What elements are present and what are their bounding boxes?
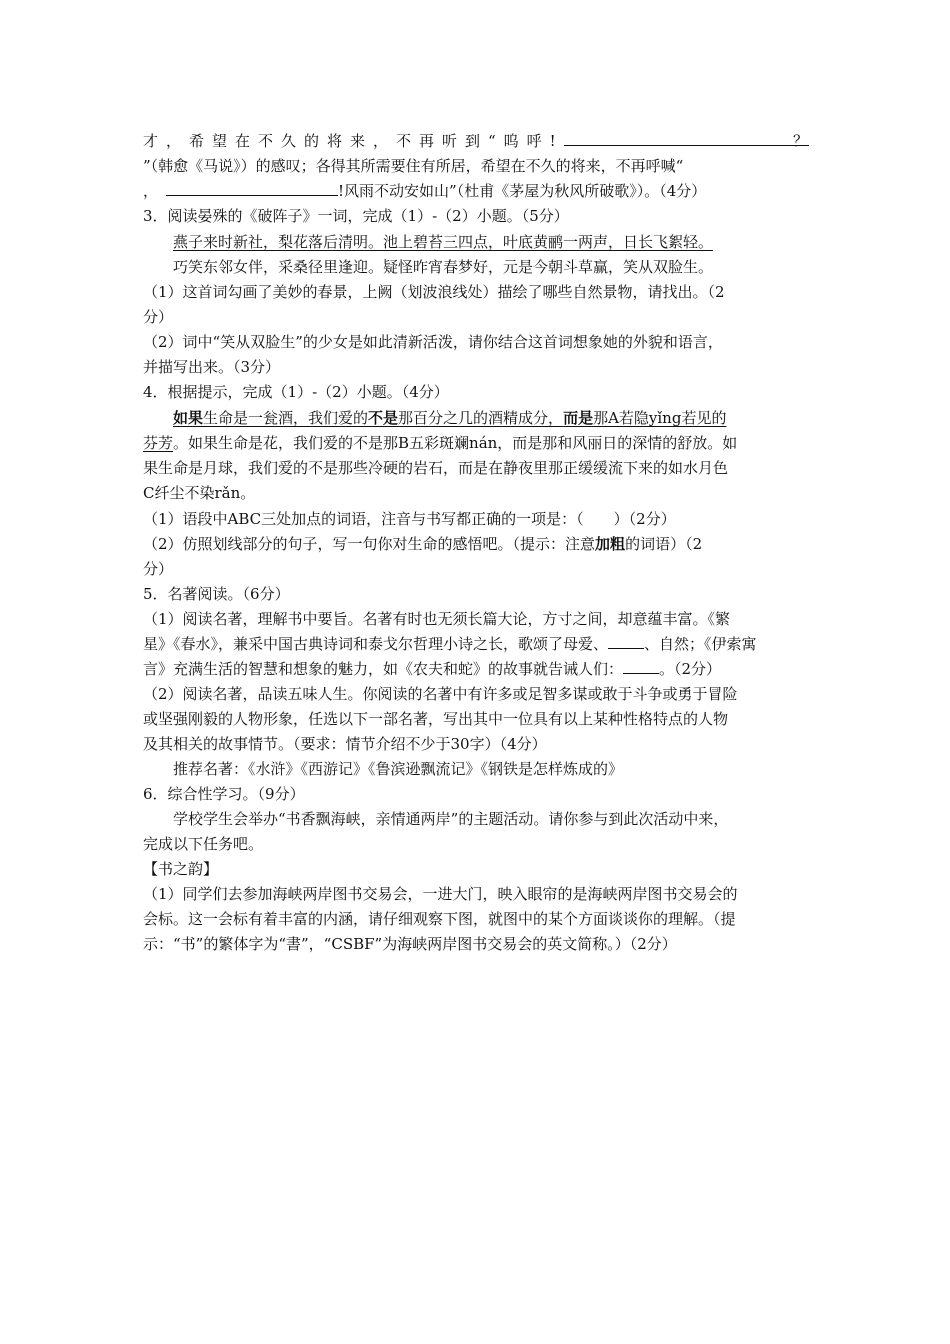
question-heading (143, 784, 808, 804)
text-line (143, 709, 808, 729)
text-line (143, 559, 808, 579)
line-text: ， (143, 182, 159, 200)
answer-blank[interactable] (623, 659, 659, 674)
line-text: 言》充满生活的智慧和想象的魅力，如《农夫和蛇》的故事就告诫人们： (143, 660, 624, 678)
text-line (143, 634, 808, 654)
line-text: 那百分之几的酒精成分， (398, 409, 564, 427)
text-line (143, 734, 808, 754)
line-text: ”（韩愈《马说》）的感叹；各得其所需要住有所居，希望在不久的将来，不再呼喊“ (143, 157, 684, 175)
line-text: C纤尘不染rǎn。 (143, 484, 256, 502)
line-text: !风雨不动安如山”（杜甫《茅屋为秋风所破歌》）。（4分） (338, 182, 707, 200)
line-text: 推荐名著：《水浒》《西游记》《鲁滨逊飘流记》《钢铁是怎样炼成的》 (173, 760, 624, 778)
text-line (143, 181, 808, 201)
line-text: 示：“书”的繁体字为“書”，“CSBF”为海峡两岸图书交易会的英文简称。）（2分） (143, 935, 677, 953)
line-text: 、自然；《伊索寓 (644, 635, 757, 653)
text-line (143, 282, 808, 302)
line-text: （1）这首词勾画了美妙的春景，上阙（划波浪线处）描绘了哪些自然景物，请找出。（2 (143, 283, 725, 301)
line-text: 3．阅读晏殊的《破阵子》一词，完成（1）-（2）小题。（5分） (143, 207, 569, 225)
line-text: 巧笑东邻女伴，采桑径里逢迎。疑怪昨宵春梦好，元是今朝斗草赢，笑从双脸生。 (173, 258, 714, 276)
text-line (143, 659, 808, 679)
text-line (173, 759, 808, 779)
bold-word: 不是 (368, 409, 399, 427)
underlined-text: 芬芳 (143, 434, 174, 452)
text-line (143, 834, 808, 854)
line-text: ？ (792, 132, 808, 150)
section-heading (143, 859, 808, 879)
text-line (143, 884, 808, 904)
line-text: 或坚强刚毅的人物形象，任选以下一部名著，写出其中一位具有以上某种性格特点的人物 (143, 710, 729, 728)
text-line (143, 433, 808, 453)
answer-blank[interactable] (166, 181, 338, 196)
answer-blank[interactable] (608, 634, 644, 649)
line-text: 【书之韵】 (143, 860, 219, 878)
poem-line (173, 257, 808, 277)
line-text: 会标。这一会标有着丰富的内涵，请仔细观察下图，就图中的某个方面谈谈你的理解。（提 (143, 910, 736, 928)
bold-word: 加粗 (595, 535, 626, 553)
line-text: （1）同学们去参加海峡两岸图书交易会，一进大门，映入眼帘的是海峡两岸图书交易会的 (143, 885, 738, 903)
text-line (143, 131, 808, 151)
line-text: （1）语段中ABC三处加点的词语，注音与书写都正确的一项是：（ ）（2分） (143, 510, 676, 528)
question-heading (143, 382, 808, 402)
text-line (143, 609, 808, 629)
line-text: 分） (143, 308, 174, 326)
poem-line (173, 232, 808, 252)
answer-blank[interactable] (564, 131, 809, 146)
line-text: 分） (143, 560, 174, 578)
question-heading (143, 584, 808, 604)
line-text: （2）阅读名著，品读五味人生。你阅读的名著中有许多或足智多谋或敢于斗争或勇于冒险 (143, 685, 738, 703)
text-line (143, 909, 808, 929)
line-text: （1）阅读名著，理解书中要旨。名著有时也无须长篇大论，方寸之间，却意蕴丰富。《繁 (143, 610, 731, 628)
text-line (143, 934, 808, 954)
line-text: 。（2分） (659, 660, 722, 678)
line-text: 并描写出来。（3分） (143, 358, 281, 376)
text-line (143, 534, 808, 554)
wavy-underlined-text: 燕子来时新社，梨花落后清明。池上碧苔三四点，叶底黄鹂一两声，日长飞絮轻。 (173, 233, 714, 251)
line-text: （2）词中“笑从双脸生”的少女是如此清新活泼，请你结合这首词想象她的外貌和语言， (143, 333, 723, 351)
line-text: 星》《春水》，兼采中国古典诗词和泰戈尔哲理小诗之长，歌颂了母爱、 (143, 635, 609, 653)
line-text: 5．名著阅读。（6分） (143, 585, 290, 603)
line-text: 生命是一瓮酒，我们爱的 (203, 409, 369, 427)
line-text: 果生命是月球，我们爱的不是那些冷硬的岩石，而是在静夜里那正缓缓流下来的如水月色 (143, 459, 729, 477)
question-heading (143, 206, 808, 226)
line-text: 那A若隐yǐng若见的 (593, 409, 727, 427)
text-line (173, 408, 808, 428)
line-text: 及其相关的故事情节。（要求：情节介绍不少于30字）（4分） (143, 735, 547, 753)
text-line (143, 483, 808, 503)
line-text: 学校学生会举办“书香飘海峡，亲情通两岸”的主题活动。请你参与到此次活动中来， (173, 810, 729, 828)
text-line (143, 684, 808, 704)
line-text: （2）仿照划线部分的句子，写一句你对生命的感悟吧。（提示：注意 (143, 535, 596, 553)
line-text: 。如果生命是花，我们爱的不是那B五彩斑斓nán，而是那和风丽日的深情的舒放。如 (173, 434, 738, 452)
line-text: 4．根据提示，完成（1）-（2）小题。（4分） (143, 383, 449, 401)
text-line (143, 357, 808, 377)
line-text: 6．综合性学习。（9分） (143, 785, 305, 803)
bold-word: 如果 (173, 409, 204, 427)
text-line (143, 156, 808, 176)
text-line (143, 332, 808, 352)
text-line (143, 509, 808, 529)
text-line (143, 458, 808, 478)
bold-word: 而是 (563, 409, 594, 427)
text-line (173, 809, 808, 829)
line-text: 的词语）（2 (625, 535, 703, 553)
line-text: 才，希望在不久的将来，不再听到“呜呼! (143, 132, 564, 150)
line-text: 完成以下任务吧。 (143, 835, 264, 853)
text-line (143, 307, 808, 327)
